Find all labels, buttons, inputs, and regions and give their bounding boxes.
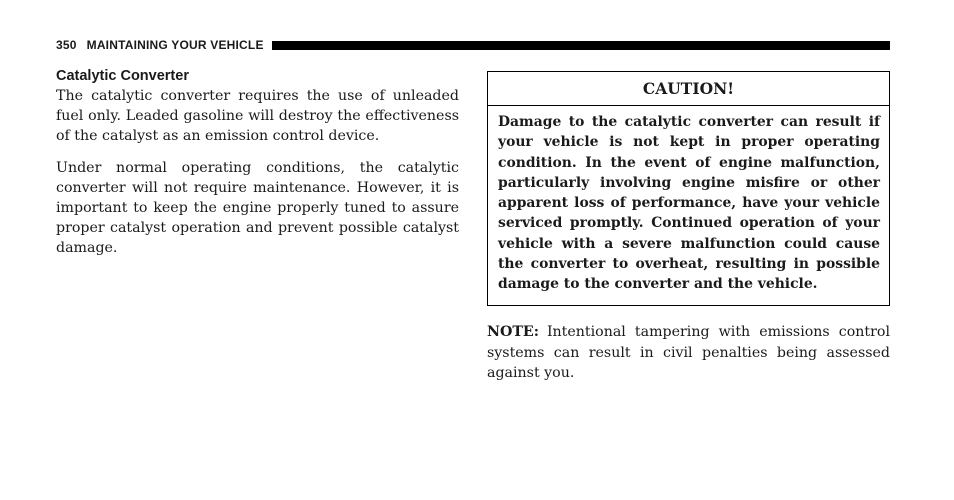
caution-text: Damage to the catalytic converter can result if your vehicle is not kept in proper operating condition. In the event of engine malfunction, particularly involving engine misfire or other apparent loss of performance, have your vehicle serviced promptly. Continued operation of your vehicle with a severe malfunction could cause the converter to overheat, resulting in possible damage to the converter and the vehicle.	[498, 114, 880, 293]
left-column	[56, 68, 459, 270]
note	[487, 322, 890, 384]
caution-title: CAUTION!	[488, 72, 889, 106]
page-header	[56, 38, 890, 52]
page-number: 350	[56, 38, 77, 52]
paragraph-2: Under normal operating conditions, the catalytic converter will not require maintenance. However, it is important to keep the engine properly tuned to assure proper catalyst operation and prevent possible catalyst damage.	[56, 159, 459, 257]
header-rule	[272, 41, 890, 50]
paragraph-1: The catalytic converter requires the use of unleaded fuel only. Leaded gasoline will destroy the effectiveness of the catalyst as an emission control device.	[56, 88, 459, 145]
note-text: Intentional tampering with emissions control systems can result in civil penalties being assessed against you.	[487, 324, 890, 381]
caution-box	[487, 71, 890, 306]
section-heading: Catalytic Converter	[56, 68, 189, 84]
section-title: MAINTAINING YOUR VEHICLE	[86, 38, 264, 52]
note-label: NOTE:	[487, 324, 539, 340]
